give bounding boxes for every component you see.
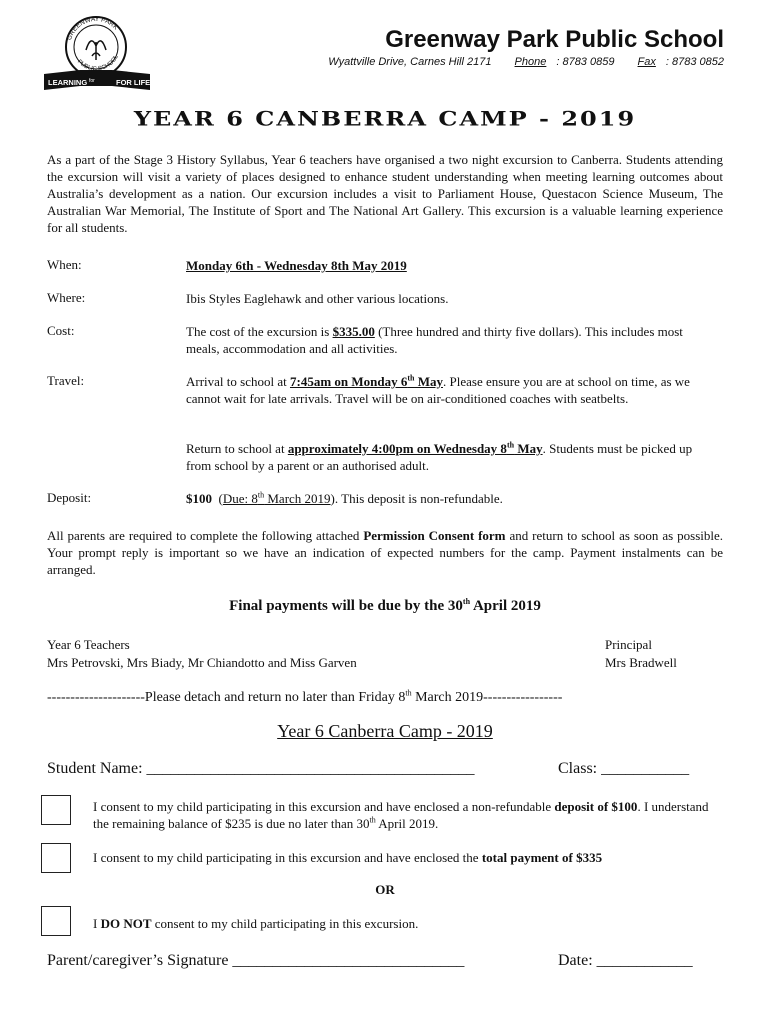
travel-text-pre: Arrival to school at <box>186 374 290 389</box>
teachers-block <box>47 636 357 672</box>
class-field[interactable]: Class: ___________ <box>558 760 690 777</box>
fax-label: Fax <box>637 56 656 68</box>
where-value: Ibis Styles Eaglehawk and other various locations. <box>186 291 449 306</box>
travel-time <box>290 374 443 389</box>
all-parents-pre: All parents are required to complete the following attached <box>47 528 364 543</box>
deposit-label: Deposit: <box>47 490 92 505</box>
principal-title: Principal <box>605 637 652 652</box>
all-parents-post: and return to school as soon as possible. Your prompt reply is important so we have an indication of expected numbers for the camp. Payment instalments can be arranged. <box>47 528 723 577</box>
no-consent-checkbox[interactable] <box>41 906 71 936</box>
consent1-pre: I consent to my child participating in this excursion and have enclosed a non-refundable <box>93 799 555 814</box>
deposit-due <box>223 491 331 506</box>
deposit-value: $100 (Due: 8th March 2019). This deposit is non-refundable. <box>186 490 503 506</box>
travel-label: Travel: <box>47 373 85 388</box>
logo-motto-right: FOR LIFE <box>116 78 151 87</box>
detach-text-post: March 2019----------------- <box>411 690 563 705</box>
school-address: Wyattville Drive, Carnes Hill 2171 <box>328 56 492 68</box>
consent-full-payment-checkbox[interactable] <box>41 843 71 873</box>
intro-paragraph: As a part of the Stage 3 History Syllabus, Year 6 teachers have organised a two night excursion to Canberra. Students attending the excursion will visit a variety of places designed to enhance student understanding when meeting learning outcomes about Australia’s development as a nation. Our excursion includes a visit to Parliament House, Questacon Science Museum, The Australian War Memorial, The Institute of Sport and The National Art Gallery. This excursion is a valuable learning experience for all students. <box>47 152 723 235</box>
consent-deposit-text <box>93 798 718 832</box>
travel-time-sup: th <box>407 373 415 383</box>
return-text-pre: Return to school at <box>186 441 288 456</box>
cost-text-pre: The cost of the excursion is <box>186 324 333 339</box>
all-parents-paragraph <box>47 527 723 578</box>
signature-label: Parent/caregiver’s Signature ________________________ <box>47 952 425 969</box>
final-payments-post: April 2019 <box>470 598 541 614</box>
logo-motto-left: LEARNING <box>48 78 88 87</box>
consent2-pre: I consent to my child participating in this excursion and have enclosed the <box>93 850 482 865</box>
teachers-title: Year 6 Teachers <box>47 637 130 652</box>
cost-label: Cost: <box>47 323 75 338</box>
svg-text:GREENWAY PARK <box>66 16 120 41</box>
consent1-mid: . I understand the remaining balance of $235 is due no later than 30 <box>93 799 709 831</box>
logo-text-bottom: PUBLIC SCHOOL <box>75 54 120 73</box>
where-label: Where: <box>47 290 86 305</box>
all-parents-bold: Permission Consent form <box>363 528 506 543</box>
detach-line <box>47 690 723 706</box>
consent-full-payment-text <box>93 849 718 866</box>
signature-tail: _____ <box>424 952 465 969</box>
deposit-due-month: March 2019 <box>264 491 331 506</box>
travel-value <box>186 373 716 407</box>
return-time-text: approximately 4:00pm on Wednesday 8 <box>287 441 507 456</box>
final-payments-pre: Final payments will be due by the 30 <box>229 598 463 614</box>
school-name: Greenway Park Public School <box>385 26 724 53</box>
school-logo <box>40 12 158 92</box>
phone-number: : 8783 0859 <box>556 56 615 68</box>
form-title: Year 6 Canberra Camp - 2019 <box>277 721 493 741</box>
teachers-names: Mrs Petrovski, Mrs Biady, Mr Chiandotto and Miss Garven <box>47 655 357 670</box>
return-time <box>288 441 543 456</box>
return-time-month: May <box>514 441 543 456</box>
return-text-post: . Students must be picked up from school by a parent or an authorised adult. <box>186 441 693 473</box>
when-value: Monday 6th - Wednesday 8th May 2019 <box>186 258 407 273</box>
fax-number: : 8783 0852 <box>665 56 724 68</box>
deposit-amount: $100 <box>186 491 212 506</box>
final-payments-notice <box>0 598 770 615</box>
student-name-field[interactable]: Student Name: _________________________________________ <box>47 760 475 777</box>
consent3-post: consent to my child participating in this excursion. <box>151 916 419 931</box>
svg-text:PUBLIC SCHOOL <box>76 54 120 73</box>
consent2-bold: total payment of $335 <box>481 850 603 865</box>
deposit-text-post: ). This deposit is non-refundable. <box>330 491 503 506</box>
consent1-sup: th <box>369 815 376 825</box>
signature-field[interactable] <box>47 952 464 970</box>
cost-value <box>186 323 716 357</box>
principal-name: Mrs Bradwell <box>605 655 677 670</box>
phone-label: Phone <box>514 56 547 68</box>
no-consent-text <box>93 915 718 932</box>
date-field[interactable]: Date: ____________ <box>558 952 693 969</box>
return-value <box>186 440 716 474</box>
page-title <box>0 104 770 133</box>
principal-block <box>605 636 677 672</box>
consent1-bold: deposit of $100 <box>554 799 638 814</box>
travel-text-post: . Please ensure you are at school on time, as we cannot wait for late arrivals. Travel will be on air-conditioned coaches with seatbelts. <box>186 374 690 406</box>
return-time-sup: th <box>506 440 515 450</box>
detach-text-pre: ---------------------Please detach and return no later than Friday 8 <box>47 690 406 705</box>
school-contact <box>328 56 724 68</box>
travel-time-month: May <box>414 374 444 389</box>
logo-text-top: GREENWAY PARK <box>65 15 120 42</box>
when-label: When: <box>47 257 82 272</box>
detach-text-sup: th <box>405 688 412 698</box>
deposit-due-sup: th <box>257 490 265 500</box>
consent1-post: April 2019. <box>375 816 439 831</box>
deposit-due-text: Due: 8 <box>222 491 258 506</box>
consent3-bold: DO NOT <box>100 916 152 931</box>
cost-text-post: (Three hundred and thirty five dollars). This includes most meals, accommodation and all activities. <box>186 324 683 356</box>
consent3-pre: I <box>93 916 101 931</box>
page-title-text: YEAR 6 CANBERRA CAMP - 2019 <box>133 106 637 131</box>
logo-motto-mid: for <box>89 78 95 84</box>
cost-amount: $335.00 <box>332 324 375 339</box>
consent-deposit-checkbox[interactable] <box>41 795 71 825</box>
travel-time-text: 7:45am on Monday 6 <box>289 374 408 389</box>
or-label: OR <box>375 882 395 897</box>
final-payments-sup: th <box>462 597 471 606</box>
